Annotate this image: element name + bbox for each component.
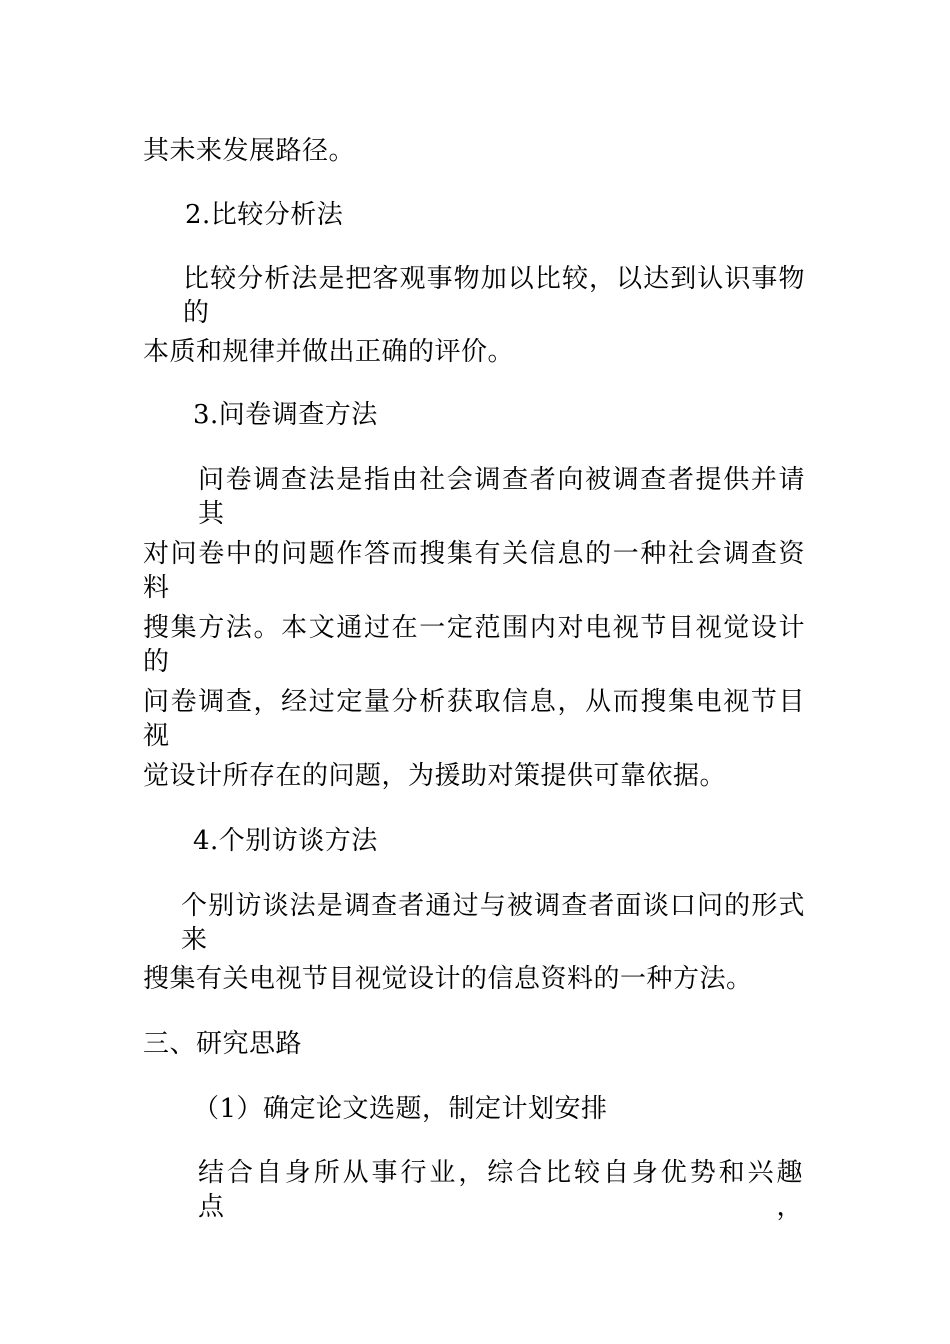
section-heading-research-approach: 三、研究思路	[143, 1029, 303, 1059]
paragraph-line-5: 对问卷中的问题作答而搜集有关信息的一种社会调查资料	[143, 539, 805, 603]
section-heading-individual-interview: 4.个别访谈方法	[193, 826, 378, 856]
section-heading-comparative-analysis: 2.比较分析法	[185, 200, 344, 230]
paragraph-line-9: 个别访谈法是调查者通过与被调查者面谈口问的形式来	[181, 891, 805, 955]
paragraph-line-11: 结合自身所从事行业，综合比较自身优势和兴趣点，	[198, 1158, 803, 1222]
paragraph-line-1: 其未来发展路径。	[143, 136, 356, 166]
paragraph-line-10: 搜集有关电视节目视觉设计的信息资料的一种方法。	[143, 964, 753, 994]
subsection-heading-topic-selection: （1）确定论文选题，制定计划安排	[193, 1094, 608, 1124]
paragraph-line-6: 搜集方法。本文通过在一定范围内对电视节目视觉设计的	[143, 613, 805, 677]
section-heading-questionnaire-method: 3.问卷调查方法	[193, 400, 378, 430]
paragraph-line-3: 本质和规律并做出正确的评价。	[143, 337, 515, 367]
paragraph-line-8: 觉设计所存在的问题，为援助对策提供可靠依据。	[143, 761, 727, 791]
paragraph-line-7: 问卷调查，经过定量分析获取信息，从而搜集电视节目视	[143, 687, 805, 751]
paragraph-line-2: 比较分析法是把客观事物加以比较，以达到认识事物的	[183, 264, 805, 328]
paragraph-line-4: 问卷调查法是指由社会调查者向被调查者提供并请其	[198, 465, 805, 529]
